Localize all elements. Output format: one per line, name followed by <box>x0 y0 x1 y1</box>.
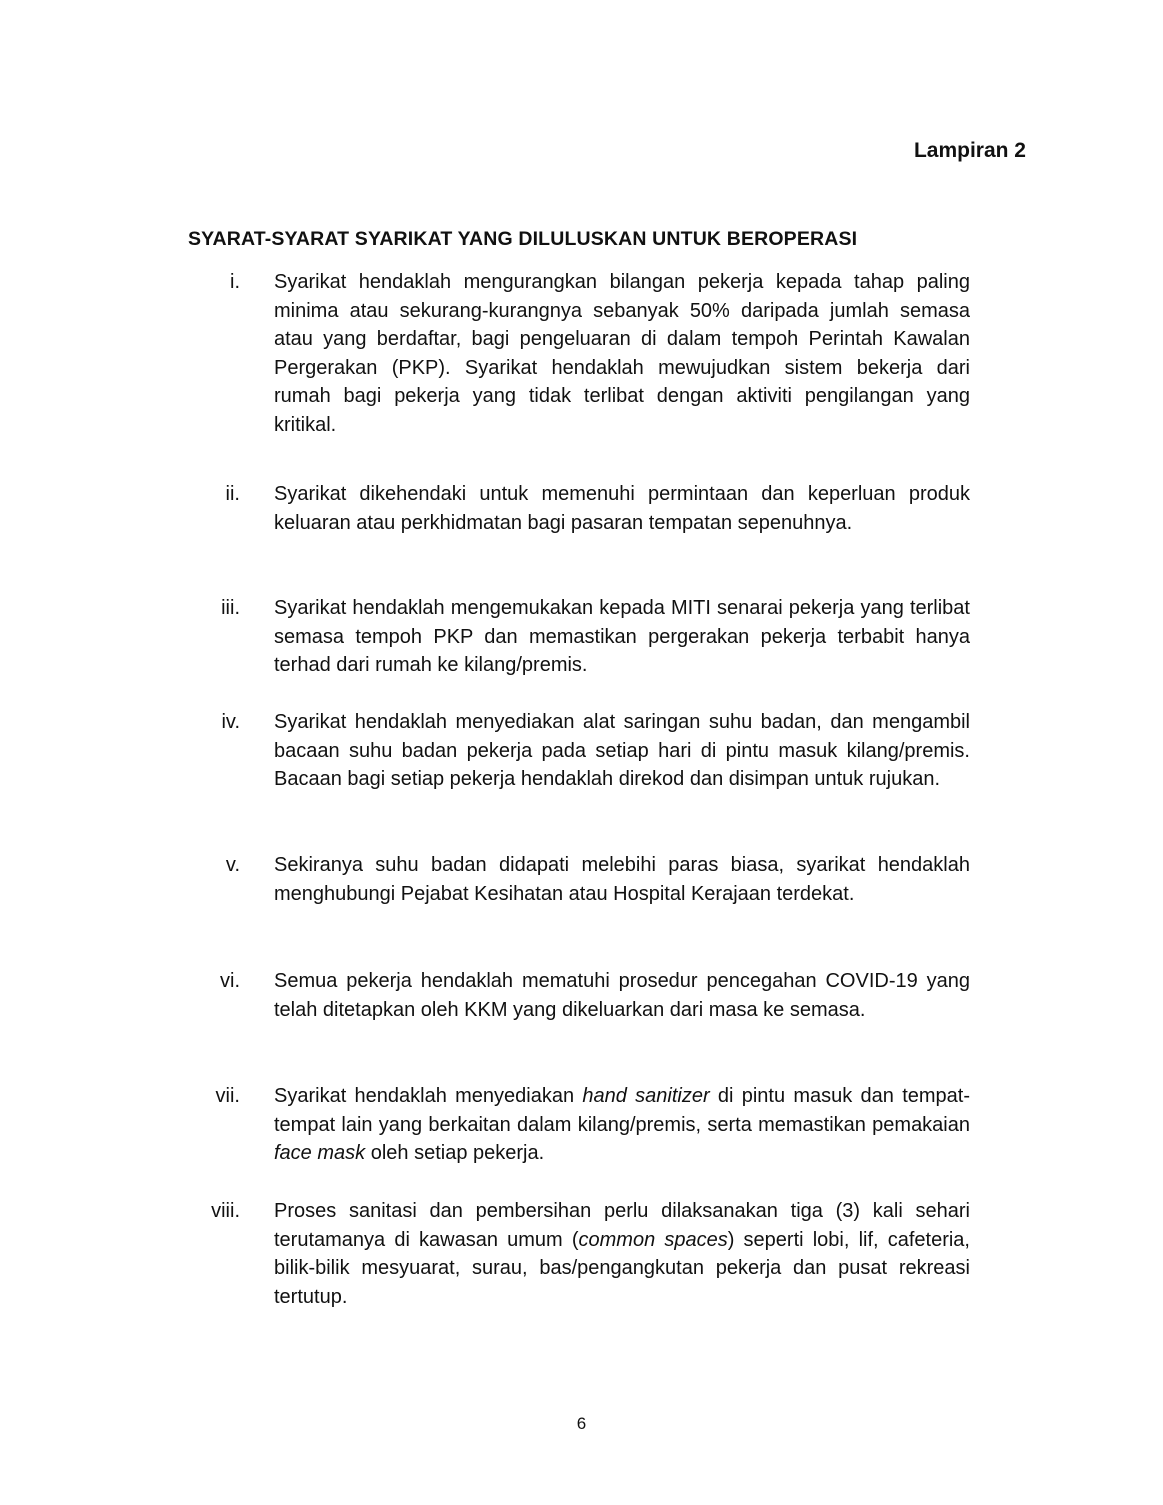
list-item <box>0 1082 1163 1164</box>
list-item <box>0 1197 1163 1308</box>
item-number: viii. <box>211 1200 240 1222</box>
list-item <box>0 967 1163 1021</box>
item-number: ii. <box>225 483 240 505</box>
item-number: i. <box>230 271 240 293</box>
item-text-part: oleh setiap pekerja. <box>365 1142 545 1164</box>
list-item <box>0 594 1163 676</box>
requirements-list <box>0 268 1163 1308</box>
item-text: Semua pekerja hendaklah mematuhi prosedur pencegahan COVID-19 yang telah ditetapkan oleh KKM yang dikeluarkan dari masa ke semasa. <box>274 970 970 1021</box>
document-title: SYARAT-SYARAT SYARIKAT YANG DILULUSKAN UNTUK BEROPERASI <box>188 228 858 250</box>
annex-label: Lampiran 2 <box>913 139 1026 162</box>
item-text-italic: hand sanitizer <box>582 1085 710 1107</box>
page-number: 6 <box>576 1414 587 1433</box>
item-text: Sekiranya suhu badan didapati melebihi paras biasa, syarikat hendaklah menghubungi Pejabat Kesihatan atau Hospital Kerajaan terdekat. <box>274 854 970 905</box>
item-text: Syarikat hendaklah mengurangkan bilangan pekerja kepada tahap paling minima atau sekurang-kurangnya sebanyak 50% daripada jumlah semasa atau yang berdaftar, bagi pengeluaran di dalam tempoh Perintah Kawalan Pergerakan (PKP). Syarikat hendaklah mewujudkan sistem bekerja dari rumah bagi pekerja yang tidak terlibat dengan aktiviti pengilangan yang kritikal. <box>274 271 970 436</box>
item-text <box>274 1197 970 1311</box>
item-text: Syarikat dikehendaki untuk memenuhi permintaan dan keperluan produk keluaran atau perkhidmatan bagi pasaran tempatan sepenuhnya. <box>274 483 970 534</box>
list-item <box>0 708 1163 790</box>
list-item <box>0 480 1163 534</box>
item-text-part: di pintu masuk dan tempat-tempat lain yang berkaitan dalam kilang/premis, serta memastikan pemakaian <box>274 1085 971 1136</box>
item-number: vii. <box>215 1085 240 1107</box>
item-number: vi. <box>220 970 240 992</box>
item-text-italic: face mask <box>274 1142 366 1164</box>
item-number: iv. <box>221 711 240 733</box>
item-text-part: Syarikat hendaklah menyediakan <box>274 1085 583 1107</box>
item-number: v. <box>225 854 240 876</box>
item-text-italic: common spaces <box>578 1228 728 1251</box>
list-item <box>0 268 1163 436</box>
item-text-part: ) seperti lobi, lif, cafeteria, bilik-bilik mesyuarat, surau, bas/pengangkutan pekerja dan pusat rekreasi tertutup. <box>274 1228 970 1308</box>
item-text-part: Proses sanitasi dan pembersihan perlu dilaksanakan tiga (3) kali sehari terutamanya di kawasan umum ( <box>274 1200 970 1251</box>
item-number: iii. <box>221 597 240 619</box>
list-item <box>0 851 1163 905</box>
item-text <box>274 1082 970 1168</box>
item-text: Syarikat hendaklah menyediakan alat saringan suhu badan, dan mengambil bacaan suhu badan pekerja pada setiap hari di pintu masuk kilang/premis. Bacaan bagi setiap pekerja hendaklah direkod dan disimpan untuk rujukan. <box>274 711 970 790</box>
item-text: Syarikat hendaklah mengemukakan kepada MITI senarai pekerja yang terlibat semasa tempoh PKP dan memastikan pergerakan pekerja terbabit hanya terhad dari rumah ke kilang/premis. <box>274 597 970 676</box>
